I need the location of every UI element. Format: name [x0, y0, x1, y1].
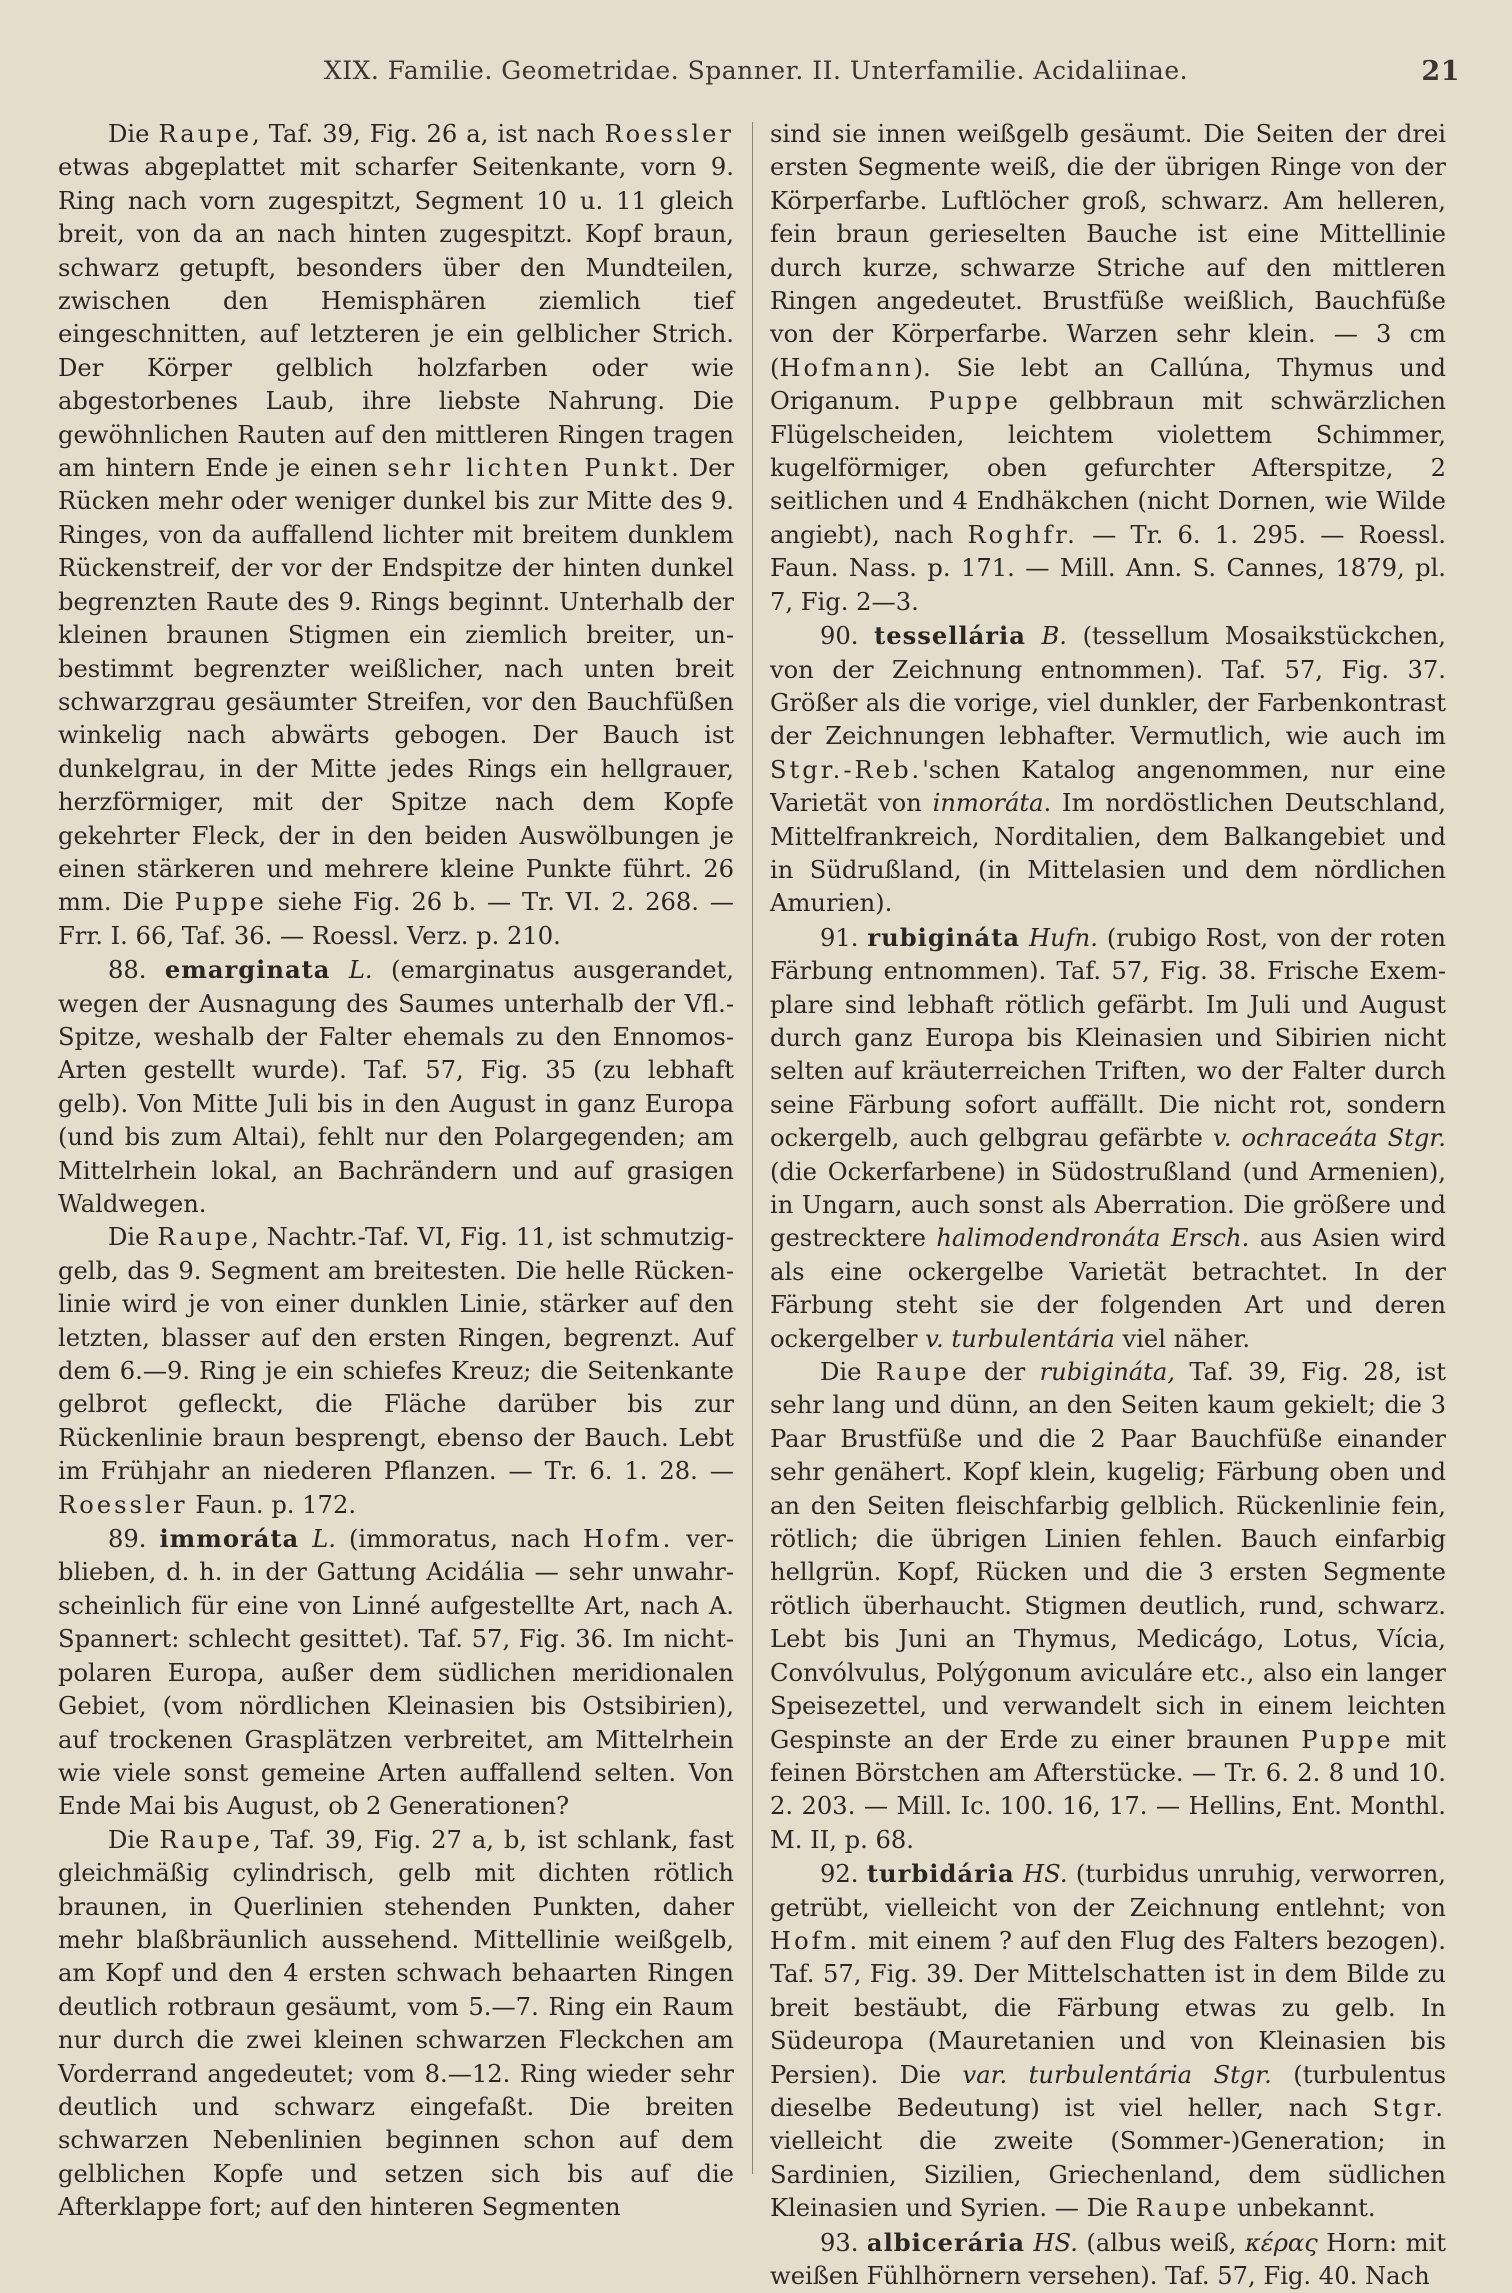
- text-run: [1025, 2229, 1033, 2257]
- text-run: Stgr.-Reb.: [770, 755, 923, 784]
- text-run: etwas abgeplattet mit scharfer Seitenkante, vorn 9. Ring nach vorn zugespitzt, Segment 10 u. 11 gleich breit, von da an nach hinten zugespitzt. Kopf braun, schwarz getupft, besonders über den Mundteilen, zwischen den Hemisphären ziemlich tief eingeschnitten, auf letzteren je ein gelblicher Strich. Der Körper gelblich holzfarben oder wie abgestorbenes Laub, ihre liebste Nahrung. Die gewöhnlichen Rauten auf den mittleren Ringen tragen am hintern Ende je einen: [58, 153, 734, 483]
- species-name: albicerária: [866, 2227, 1025, 2257]
- text-run: Raupe: [157, 1223, 251, 1252]
- header-title: XIX. Familie. Geometridae. Spanner. II. Unterfamilie. Acidaliinae.: [323, 56, 1189, 85]
- text-run: (die Ockerfarbene) in Südostrußland (und Armenien), in Ungarn, auch sonst als Aberration. Die größere und gestrecktere: [770, 1157, 1446, 1253]
- page-number: 21: [1421, 56, 1460, 87]
- left-column: [58, 118, 734, 2225]
- text-run: aus Asien wird als eine ockergelbe Varietät betrachtet. In der Färbung steht sie der folgenden Art und deren ockergelber: [770, 1224, 1446, 1353]
- text-run: sind sie innen weißgelb gesäumt. Die Seiten der drei ersten Segmente weiß, die der übrigen Ringe von der Körperfarbe. Luftlöcher groß, schwarz. Am helleren, fein braun gerieselten Bauche ist eine Mittellinie durch kurze, schwarze Striche auf den mittleren Ringen angedeutet. Brustfüße weißlich, Bauchfüße von der Körperfarbe. Warzen sehr klein. — 3 cm (: [770, 120, 1446, 382]
- text-run: HS.: [1023, 1860, 1068, 1889]
- text-run: 92.: [820, 1860, 867, 1889]
- text-run: κέρας: [1244, 2228, 1318, 2257]
- text-run: B.: [1041, 622, 1067, 651]
- paragraph: [770, 921, 1446, 1356]
- text-run: HS.: [1033, 2228, 1078, 2257]
- species-name: turbidária: [866, 1859, 1015, 1889]
- text-run: Die: [108, 1223, 158, 1252]
- text-run: mit einem ? auf den Flug des Falters bezogen). Taf. 57, Fig. 39. Der Mittelschatten ist in dem Bilde zu breit bestäubt, die Färbung etwas zu gelb. In Südeuropa (Mauretanien und von Kleinasien bis Persien). Die: [770, 1926, 1446, 2089]
- text-run: 90.: [820, 622, 875, 651]
- text-run: [1015, 1860, 1023, 1888]
- text-run: 'schen Katalog angenommen, nur eine Varietät von: [770, 755, 1446, 818]
- text-run: unbekannt.: [1229, 2194, 1376, 2223]
- text-run: Stgr.: [1372, 2093, 1446, 2122]
- paragraph: [770, 2226, 1446, 2293]
- text-run: L.: [312, 1525, 336, 1554]
- text-run: Hofm.: [583, 1525, 674, 1554]
- text-run: Hufn.: [1029, 923, 1098, 952]
- text-run: Puppe: [928, 387, 1021, 416]
- text-run: Puppe: [174, 888, 267, 917]
- species-name: tessellária: [874, 621, 1026, 651]
- text-run: var. turbulentária Stgr.: [962, 2060, 1272, 2089]
- text-run: , Taf. 39, Fig. 26 a, ist nach: [252, 120, 605, 148]
- text-run: Roghfr.: [967, 520, 1078, 549]
- text-run: Taf. 39, Fig. 28, ist sehr lang und dünn, an den Seiten kaum gekielt; die 3 Paar Brustfüße und die 2 Paar Bauchfüße einander sehr genähert. Kopf klein, kugelig; Färbung oben und an den Seiten fleischfarbig gelblich. Rückenlinie fein, rötlich; die übrigen Linien fehlen. Bauch einfarbig hellgrün. Kopf, Rücken und die 3 ersten Segmente rötlich überhaucht. Stigmen deutlich, rund, schwarz. Lebt bis Juni an Thymus, Medicágo, Lotus, Vícia, Convólvulus, Polýgonum aviculáre etc., also ein langer Speisezettel, und verwandelt sich in einem leichten Gespinste an der Erde zu einer braunen: [770, 1358, 1446, 1754]
- text-run: verblieben, d. h. in der Gattung Acidália — sehr unwahrscheinlich für eine von Linné aufgestellte Art, nach A. Spannert: schlecht gesittet). Taf. 57, Fig. 36. Im nichtpolaren Europa, außer dem südlichen meridionalen Gebiet, (vom nördlichen Kleinasien bis Ostsibirien), auf trockenen Grasplätzen verbreitet, am Mittelrhein wie viele sonst gemeine Arten auffallend selten. Von Ende Mai bis August, ob 2 Generationen?: [58, 1525, 734, 1821]
- paragraph: [770, 619, 1446, 921]
- text-run: gelbbraun mit schwärzlichen Flügelscheiden, leichtem violettem Schimmer, kugelförmiger, oben gefurchter Afterspitze, 2 seitlichen und 4 Endhäkchen (nicht Dornen, wie Wilde angiebt), nach: [770, 387, 1446, 549]
- text-run: (turbulentus dieselbe Bedeutung) ist viel heller, nach: [770, 2060, 1447, 2122]
- text-run: Die: [108, 1825, 160, 1854]
- text-run: Puppe: [1301, 1725, 1394, 1754]
- text-run: Raupe: [875, 1358, 970, 1387]
- text-run: . Im nordöstlichen Deutschland, Mittelfrankreich, Norditalien, dem Balkangebiet und in Südrußland, (in Mittelasien und dem nördlichen Amurien).: [770, 789, 1446, 918]
- text-run: viel näher.: [1114, 1324, 1251, 1353]
- text-run: . Der Rücken mehr oder weniger dunkel bis zur Mitte des 9. Ringes, von da auffallend lichter mit breitem dunklem Rückenstreif, der vor der Endspitze der hinten dunkel begrenzten Raute des 9. Rings beginnt. Unterhalb der kleinen braunen Stigmen ein ziemlich breiter, unbestimmt begrenzter weißlicher, nach unten breit schwarzgrau gesäumter Streifen, vor den Bauchfüßen winkelig nach abwärts gebogen. Der Bauch ist dunkelgrau, in der Mitte jedes Rings ein hellgrauer, herzförmiger, mit der Spitze nach dem Kopfe gekehrter Fleck, der in den beiden Auswölbungen je einen stärkeren und mehrere kleine Punkte führt. 26 mm. Die: [58, 454, 735, 917]
- text-run: Raupe: [158, 120, 253, 148]
- paragraph: [770, 1356, 1446, 1857]
- text-run: 91.: [820, 923, 868, 952]
- paragraph: [58, 1522, 734, 1824]
- text-run: [330, 956, 348, 984]
- text-run: der: [969, 1358, 1040, 1387]
- text-run: halimodendronáta Ersch.: [936, 1224, 1250, 1253]
- text-run: — Tr. 6. 1. 295. — Roessl. Faun. Nass. p. 171. — Mill. Ann. S. Cannes, 1879, pl. 7, Fig. 2—3.: [770, 520, 1446, 616]
- text-run: siehe Fig. 26 b. — Tr. VI. 2. 268. — Frr. I. 66, Taf. 36. — Roessl. Verz. p. 210.: [58, 888, 734, 950]
- paragraph: [58, 118, 734, 953]
- running-header: [0, 56, 1512, 100]
- paragraph: [770, 118, 1446, 619]
- text-run: L.: [348, 956, 373, 985]
- right-column: [770, 118, 1446, 2293]
- text-run: v. ochraceáta Stgr.: [1212, 1124, 1446, 1153]
- text-run: Roessler: [604, 120, 734, 148]
- text-run: 93.: [820, 2228, 867, 2257]
- species-name: emarginata: [164, 955, 331, 985]
- text-run: Hofmann: [779, 353, 914, 382]
- text-run: [1020, 924, 1029, 952]
- species-name: immoráta: [159, 1524, 300, 1554]
- paragraph: [58, 1221, 734, 1522]
- text-run: 89.: [108, 1525, 160, 1554]
- text-run: , Nachtr.-Taf. VI, Fig. 11, ist schmutziggelb, das 9. Segment am breitesten. Die helle Rückenlinie wird je von einer dunklen Linie, stärker auf den letzten, blasser auf den ersten Ringen, begrenzt. Auf dem 6.—9. Ring je ein schiefes Kreuz; die Seitenkante gelbrot gefleckt, die Fläche darüber bis zur Rückenlinie braun besprengt, ebenso der Bauch. Lebt im Frühjahr an niederen Pflanzen. — Tr. 6. 1. 28. —: [58, 1223, 734, 1486]
- paragraph: [58, 953, 734, 1221]
- text-run: v. turbulentária: [925, 1324, 1115, 1353]
- text-run: Raupe: [1135, 2194, 1230, 2223]
- text-run: Raupe: [159, 1825, 253, 1854]
- text-run: vielleicht die zweite (Sommer-)Generation; in Sardinien, Sizilien, Griechenland, dem südlichen Kleinasien und Syrien. — Die: [770, 2127, 1446, 2223]
- text-run: Faun. p. 172.: [187, 1490, 357, 1519]
- paragraph: [58, 1824, 734, 2225]
- paragraph: [770, 1857, 1446, 2225]
- species-name: rubigináta: [867, 922, 1021, 952]
- text-run: [299, 1525, 312, 1553]
- text-run: 88.: [108, 956, 165, 985]
- text-run: mit feinen Börstchen am Afterstücke. — Tr. 6. 2. 8 und 10. 2. 203. — Mill. Ic. 100. 16, 17. — Hellins, Ent. Monthl. M. II, p. 68.: [770, 1725, 1446, 1854]
- text-run: inmoráta: [932, 789, 1044, 818]
- text-run: Die: [820, 1358, 876, 1387]
- text-run: ). Sie lebt an Callúna, Thymus und Origanum.: [770, 353, 1446, 416]
- text-run: , Taf. 39, Fig. 27 a, b, ist schlank, fast gleichmäßig cylindrisch, gelb mit dichten rötlich braunen, in Querlinien stehenden Punkten, daher mehr blaßbräunlich aussehend. Mittellinie weißgelb, am Kopf und den 4 ersten schwach behaarten Ringen deutlich rotbraun gesäumt, vom 5.—7. Ring ein Raum nur durch die zwei kleinen schwarzen Fleckchen am Vorderrand angedeutet; vom 8.—12. Ring wieder sehr deutlich und schwarz eingefaßt. Die breiten schwarzen Nebenlinien beginnen schon auf dem gelblichen Kopfe und setzen sich bis auf die Afterklappe fort; auf den hinteren Segmenten: [58, 1825, 734, 2222]
- text-run: (albus weiß,: [1077, 2228, 1245, 2257]
- text-run: (immoratus, nach: [335, 1525, 584, 1554]
- text-run: (emarginatus ausgerandet, wegen der Ausnagung des Saumes unterhalb der Vfl.-Spitze, weshalb der Falter ehemals zu den Ennomos-Arten gestellt wurde). Taf. 57, Fig. 35 (zu lebhaft gelb). Von Mitte Juli bis in den August in ganz Europa (und bis zum Altai), fehlt nur den Polargegenden; am Mittelrhein lokal, an Bachrändern und auf grasigen Waldwegen.: [58, 956, 734, 1218]
- column-divider: [752, 122, 753, 2174]
- text-run: (turbidus unruhig, verworren, getrübt, vielleicht von der Zeichnung entlehnt; von: [770, 1860, 1446, 1922]
- text-run: rubigináta,: [1039, 1358, 1176, 1387]
- text-run: Die: [108, 120, 159, 148]
- text-run: (tessellum Mosaikstückchen, von der Zeichnung entnommen). Taf. 57, Fig. 37. Größer als die vorige, viel dunkler, der Farbenkontrast der Zeichnungen lebhafter. Vermutlich, wie auch im: [770, 622, 1446, 751]
- text-run: Roessler: [58, 1490, 188, 1519]
- text-run: (rubigo Rost, von der roten Färbung entnommen). Taf. 57, Fig. 38. Frische Exemplare sind lebhaft rötlich gefärbt. Im Juli und August durch ganz Europa bis Kleinasien und Sibirien nicht selten auf kräuterreichen Triften, wo der Falter durch seine Färbung sofort auffällt. Die nicht rot, sondern ockergelb, auch gelbgrau gefärbte: [770, 923, 1446, 1153]
- text-run: sehr lichten Punkt: [387, 454, 672, 483]
- text-run: [1026, 622, 1042, 650]
- text-run: Horn: mit weißen Fühlhörnern versehen). Taf. 57, Fig. 40. Nach: [770, 2228, 1446, 2290]
- text-run: Hofm.: [770, 1926, 861, 1955]
